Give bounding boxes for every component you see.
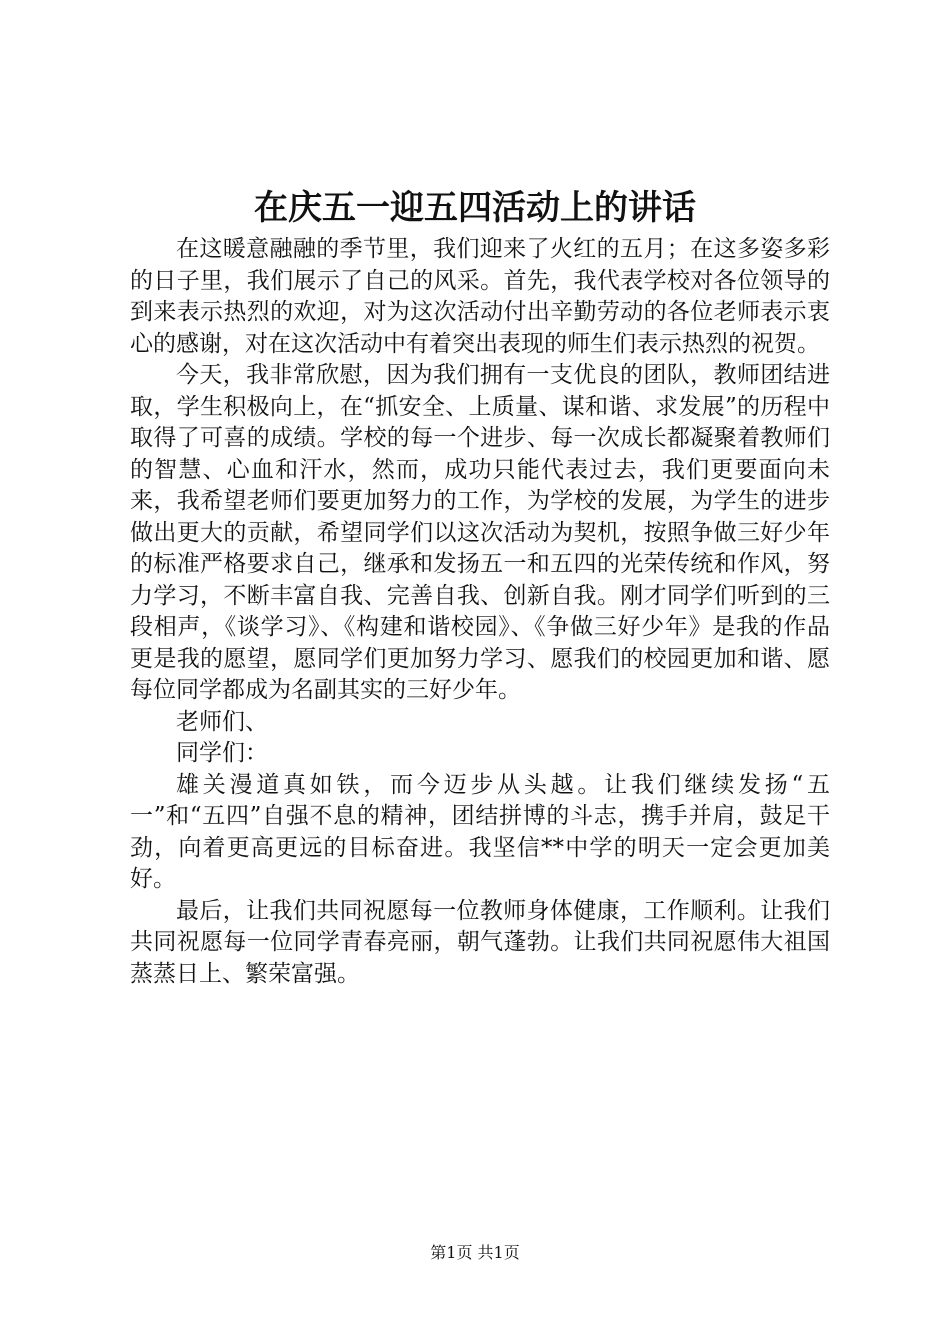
salutation-teachers: 老师们、 [176,708,268,735]
page-footer: 第1页 共1页 [430,1243,520,1262]
salutation-students: 同学们： [176,740,268,766]
document-body [130,234,830,990]
paragraph-encouragement: 雄关漫道真如铁，而今迈步从头越。让我们继续发扬“五一”和“五四”自强不息的精神，团结拼博的斗志，携手并肩，鼓足干劲，向着更高更远的目标奋进。我坚信**中学的明天一定会更加美好。 [130,771,830,892]
page-title: 在庆五一迎五四活动上的讲话 [254,188,696,228]
paragraph-achievements: 今天，我非常欣慰，因为我们拥有一支优良的团队，教师团结进取，学生积极向上，在“抓安全、上质量、谋和谐、求发展”的历程中取得了可喜的成绩。学校的每一个进步、每一次成长都凝聚着教师们的智慧、心血和汗水，然而，成功只能代表过去，我们更要面向未来，我希望老师们要更加努力的工作，为学校的发展，为学生的进步做出更大的贡献，希望同学们以这次活动为契机，按照争做三好少年的标准严格要求自己，继承和发扬五一和五四的光荣传统和作风，努力学习，不断丰富自我、完善自我、创新自我。刚才同学们听到的三段相声，《谈学习》、《构建和谐校园》、《争做三好少年》是我的作品更是我的愿望，愿同学们更加努力学习、愿我们的校园更加和谐、愿每位同学都成为名副其实的三好少年。 [130,362,830,703]
paragraph-welcome: 在这暖意融融的季节里，我们迎来了火红的五月；在这多姿多彩的日子里，我们展示了自己的风采。首先，我代表学校对各位领导的到来表示热烈的欢迎，对为这次活动付出辛勤劳动的各位老师表示衷心的感谢，对在这次活动中有着突出表现的师生们表示热烈的祝贺。 [130,236,830,357]
paragraph-closing-wishes: 最后，让我们共同祝愿每一位教师身体健康，工作顺利。让我们共同祝愿每一位同学青春亮丽，朝气蓬勃。让我们共同祝愿伟大祖国蒸蒸日上、繁荣富强。 [130,897,830,987]
